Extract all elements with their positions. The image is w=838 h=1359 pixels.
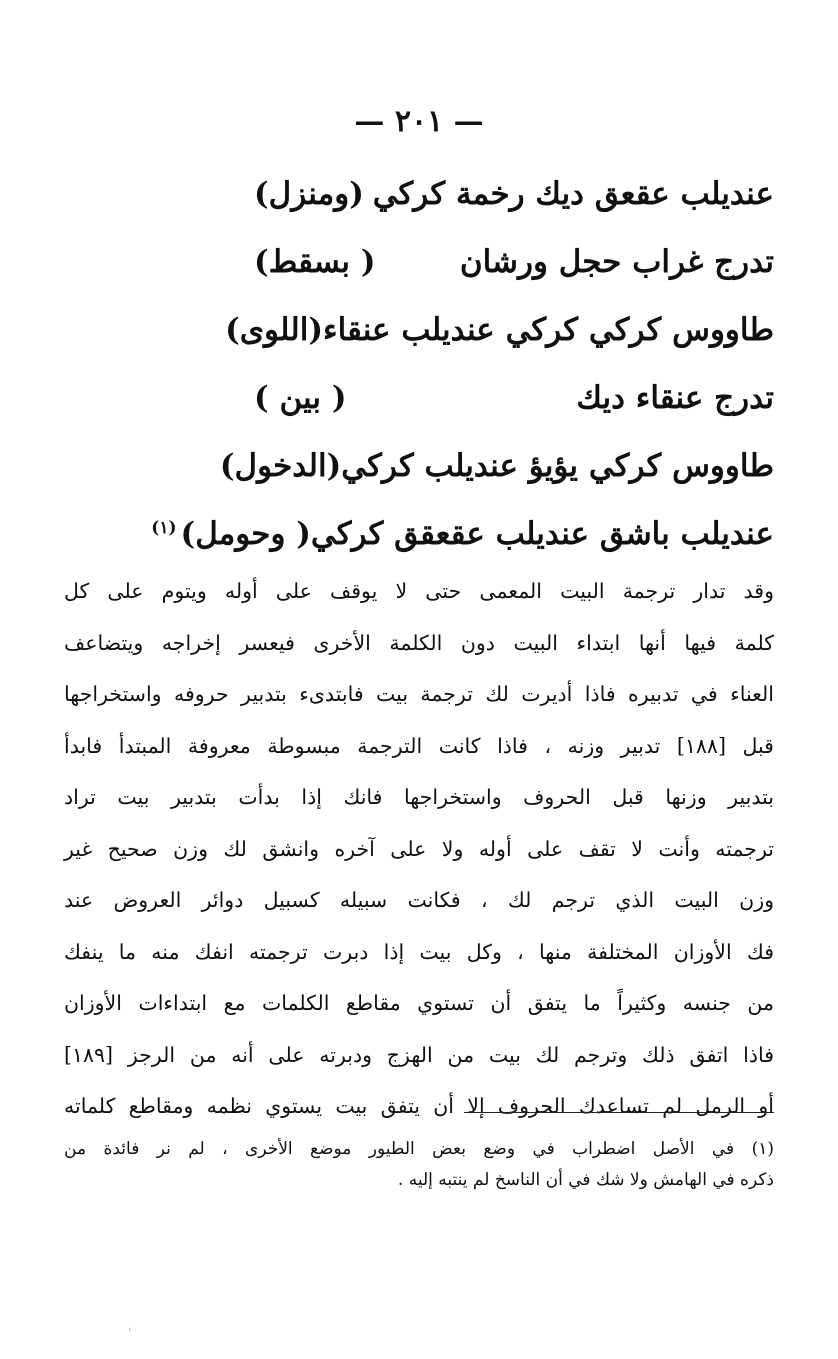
verse-list [151,160,774,568]
verse-label: (الدخول) [219,448,342,484]
verse-row [219,432,774,500]
body-text-line: قبل [١٨٨] تدبير وزنه ، فاذا كانت الترجمة مبسوطة معروفة المبتدأ فابدأ [64,733,774,758]
body-text-line: بتدبير وزنها قبل الحروف واستخراجها فانك إذا بدأت بتدبير بيت تراد [64,785,774,809]
verse-text: طاووس كركي يؤيؤ عنديلب كركي [341,448,774,484]
verse-row [254,160,774,228]
footnote-line: ذكره في الهامش ولا شك في أن الناسخ لم ينتبه إليه . [397,1170,774,1190]
footnote-divider [464,1112,774,1113]
verse-label: (ومنزل) [254,176,364,212]
body-text-line: فاذا اتفق ذلك وترجم لك بيت من الهزج ودبرته على أنه من الرجز [١٨٩] [64,1042,774,1067]
body-text-line: فك الأوزان المختلفة منها ، وكل بيت إذا دبرت ترجمته انفك منه ما ينفك [64,939,774,964]
verse-label: (اللوى) [225,312,323,348]
page-number: — ٢٠١ — [354,104,484,139]
verse-text: عنديلب باشق عنديلب عقعقق كركي [310,516,774,552]
verse-label: ( بسقط) [254,244,376,280]
scan-mark: ˈ [128,1326,132,1340]
verse-text: تدرج غراب حجل ورشان [459,244,774,280]
body-text-line: وقد تدار ترجمة البيت المعمى حتى لا يوقف على أوله ويتوم على كل [64,579,774,603]
body-text-line: من جنسه وكثيراً ما يتفق أن تستوي مقاطع الكلمات مع ابتداءات الأوزان [64,991,774,1015]
verse-label: ( بين ) [254,380,347,416]
body-text-line: ترجمته وأنت لا تقف على أوله ولا على آخره وانشق لك وزن صحيح غير [64,836,774,861]
body-text-line: كلمة فيها أنها ابتداء البيت دون الكلمة الأخرى فيعسر إخراجه ويتضاعف [64,630,774,655]
verse-text: طاووس كركي كركي عنديلب عنقاء [323,312,774,348]
body-text-line: وزن البيت الذي ترجم لك ، فكانت سبيله كسبيل دوائر العروض عند [64,888,774,912]
verse-text: عنديلب عقعق ديك رخمة كركي [372,176,774,212]
body-text-line: العناء في تدبيره فاذا أديرت لك ترجمة بيت فابتدىء بتدبير حروفه واستخراجها [64,682,774,706]
footnote-line: (١) في الأصل اضطراب في وضع بعض الطيور موضع الأخرى ، لم نر فائدة من [64,1139,774,1159]
body-text-line: أو الرمل لم تساعدك الحروف إلا أن يتفق بيت يستوي نظمه ومقاطع كلماته [64,1094,774,1118]
verse-row [225,296,774,364]
body-text [64,566,774,1133]
verse-label-text: ( وحومل) [180,516,311,552]
footnotes [64,1134,774,1196]
verse-text: تدرج عنقاء ديك [576,380,774,416]
footnote-marker[interactable]: (١) [151,517,177,538]
verse-row [254,364,774,432]
verse-row [151,500,774,568]
verse-row [254,228,774,296]
verse-label [151,516,311,552]
